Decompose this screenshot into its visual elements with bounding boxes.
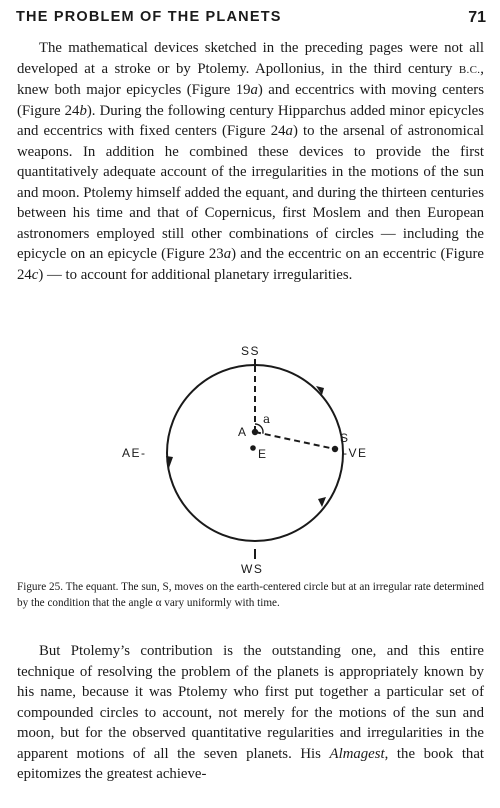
equant-diagram (110, 345, 400, 575)
page-number: 71 (468, 9, 486, 26)
figure-ref-letter: b (79, 102, 87, 119)
earth-point (250, 445, 256, 451)
era-abbreviation: B.C. (458, 63, 481, 76)
running-header (16, 9, 486, 31)
text-run: The mathematical devices sketched in the preceding pages were not all developed at a stroke or by Ptolemy. Apollonius, in the third century (17, 40, 484, 77)
figure-ref-letter: a (223, 246, 232, 262)
figure-ref-letter: a (250, 82, 258, 98)
text-run: , the book that epitomizes the greatest achieve- (17, 745, 485, 782)
winter-solstice-label: WS (241, 562, 264, 575)
sun-point (332, 446, 338, 452)
alpha-label: a (263, 412, 271, 426)
figure-ref-letter: a (285, 123, 293, 139)
figure-caption: Figure 25. The equant. The sun, S, moves on the earth-centered circle but at an irregular rate determined by the condition that the angle α vary uniformly with time. (17, 581, 484, 609)
figure-ref-letter: c (31, 266, 39, 283)
vernal-equinox-label: -VE (343, 446, 368, 460)
earth-label: E (258, 447, 268, 461)
text-run: ) to the arsenal of astronomical weapons. In addition he combined these devices to provide the first quantitatively adequate account of the irregularities in the motions of the sun and moon. Ptolemy himself added the equant, and during the thirteen centuries between his time and that of Copernicus, first Moslem and then European astronomers employed still other combinations of circles — including the epicycle on an epicycle (Figure 23 (17, 123, 485, 262)
autumn-equinox-label: AE- (122, 446, 147, 460)
body-paragraph-2 (17, 641, 484, 785)
text-run: , knew both major epicycles (Figure 19 (17, 60, 484, 98)
text-run: ) — to account for additional planetary irregularities. (38, 266, 353, 283)
body-paragraph-1 (17, 38, 484, 285)
equant-point (252, 429, 258, 435)
text-run: But Ptolemy’s contribution is the outstanding one, and this entire technique of resolving the problem of the planets is appropriately known by his name, because it was Ptolemy who first put together a particular set of compounded circles to account, not merely for the motions of the sun and moon, but for the observed quantitative regularities and irregularities in the apparent motions of all the seven planets. His (17, 643, 484, 762)
text-run: ). During the following century Hipparchus added minor epicycles and eccentrics with fixed centers (Figure 24 (17, 102, 485, 139)
text-run: ) and eccentrics with moving centers (Figure 24 (17, 82, 484, 119)
running-title: THE PROBLEM OF THE PLANETS (16, 9, 282, 25)
sun-label: S (340, 431, 350, 445)
equant-label: A (238, 425, 248, 439)
equant-figure (110, 345, 400, 575)
text-run: ) and the eccentric on an eccentric (Figure 24 (17, 246, 485, 283)
book-title: Almagest (329, 745, 385, 762)
summer-solstice-label: SS (241, 345, 261, 358)
